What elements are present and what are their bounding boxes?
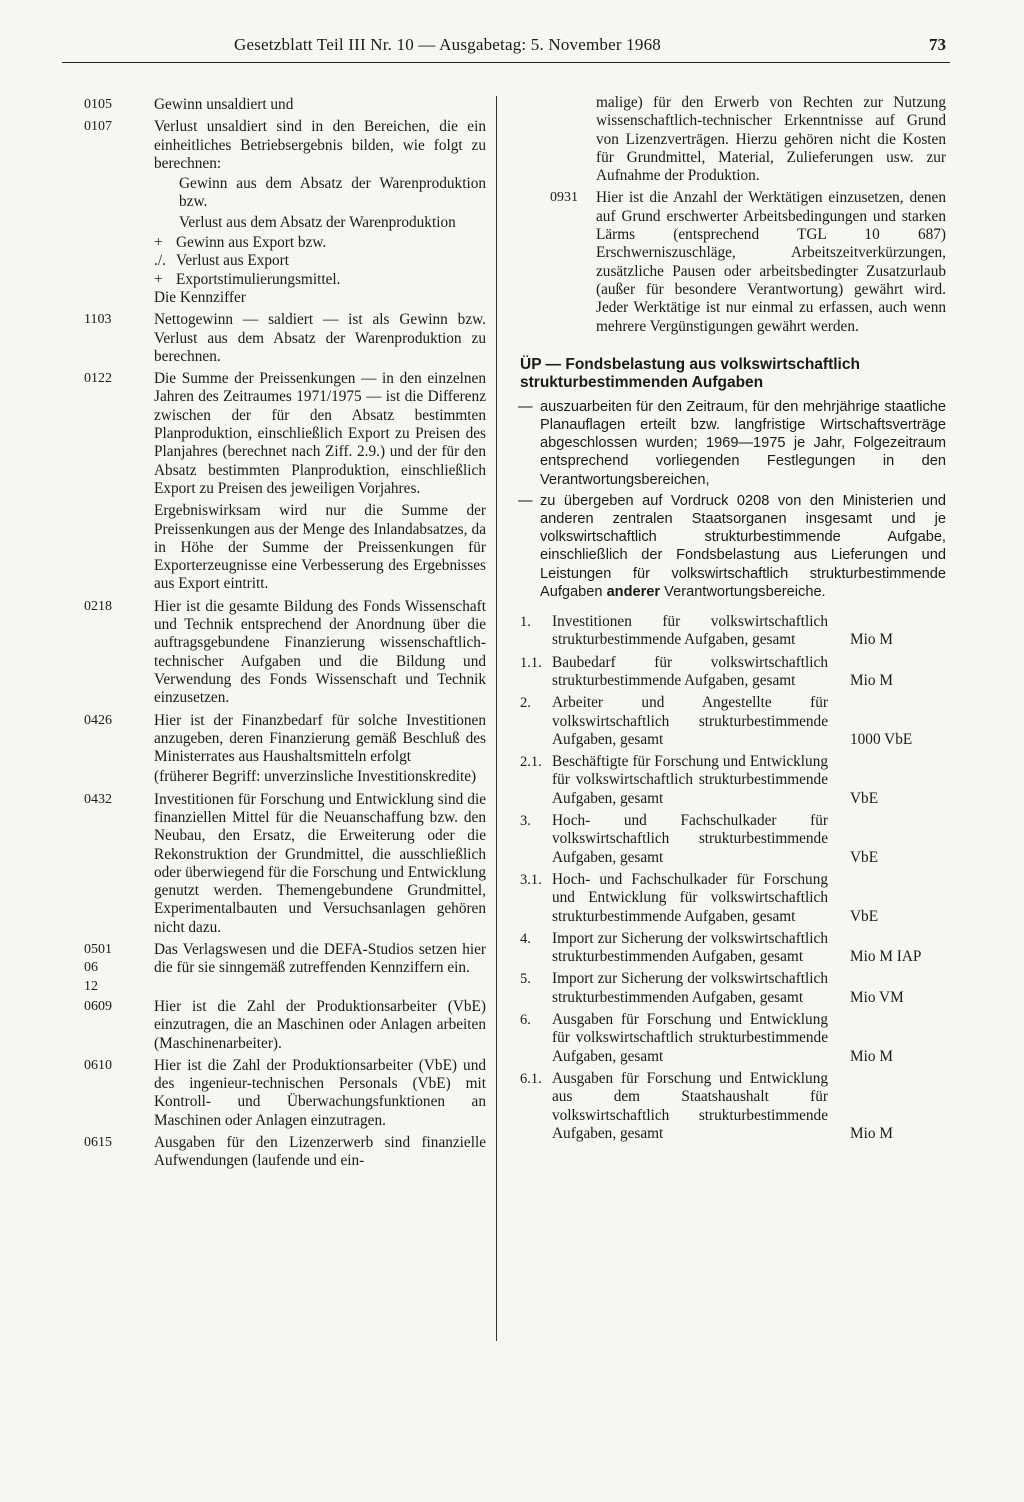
indicator-number: 5. <box>520 971 531 988</box>
entry-0426 <box>84 712 486 789</box>
entry-0610 <box>84 1057 486 1132</box>
calc-operation-text: Verlust aus Export <box>176 252 290 270</box>
entry-text: malige) für den Erwerb von Rechten zur Nutzung wissenschaftlich-technischer Erkenntnisse auf Grund von Lizenzverträgen. Hierzu gehören nicht die Kosten für Grundmittel, Material, Zulieferungen usw. zur Aufnahme der Produktion. <box>596 94 946 185</box>
entry-code: 0609 <box>84 998 112 1014</box>
entry-0931 <box>506 189 946 337</box>
plus-sign: + <box>154 234 163 252</box>
entry-code: 0218 <box>84 598 112 614</box>
entry-0615-continued <box>506 94 946 187</box>
plus-sign: + <box>154 270 163 288</box>
left-column <box>84 96 486 1175</box>
bullet-text: auszuarbeiten für den Zeitraum, für den mehrjährige staatliche Planauflagen erteilt bzw. langfristige Wirtschaftsverträge abgeschlossen wurden; 1969—1975 je Jahr, Folgezeitraum entsprechend vorliegenden Festlegungen in den Verantwortungsbereichen, <box>540 398 946 488</box>
dash-marker: — <box>518 492 533 509</box>
entry-0609 <box>84 998 486 1055</box>
entry-0122-continued <box>84 502 486 595</box>
entry-text: Gewinn unsaldiert und <box>154 96 294 113</box>
bullet-item <box>518 492 946 601</box>
entry-0501 <box>84 941 486 996</box>
right-column <box>506 94 946 1147</box>
indicator-text: Investitionen für volkswirtschaftlich strukturbestimmende Aufgaben, gesamt <box>552 613 828 649</box>
indicator-list <box>520 613 946 1143</box>
indicator-text: Baubedarf für volkswirtschaftlich strukturbestimmende Aufgaben, gesamt <box>552 653 828 689</box>
bullet-text-start: zu übergeben auf Vordruck 0208 von den Ministerien und anderen zentralen Staatsorganen insgesamt und je volkswirtschaftlich strukturbestimmende Aufgabe, einschließlich der Fondsbelastung aus Lieferungen und Leistungen für volkswirtschaftlich strukturbestimmende Aufgaben <box>540 492 946 600</box>
entry-1103 <box>84 311 486 368</box>
entry-0105 <box>84 96 486 116</box>
indicator-unit: VbE <box>850 789 879 807</box>
entry-code: 0501 06 12 <box>84 942 112 994</box>
page-number: 73 <box>929 35 946 54</box>
indicator-item <box>520 930 946 967</box>
indicator-number: 1.1. <box>520 654 542 671</box>
indicator-unit: Mio M IAP <box>850 948 922 966</box>
indicator-text: Ausgaben für Forschung und Entwicklung aus dem Staatshaushalt für volkswirtschaftlich strukturbestimmende Aufgaben, gesamt <box>552 1069 828 1142</box>
indicator-number: 4. <box>520 930 531 947</box>
entry-code: 0432 <box>84 791 112 807</box>
entry-0432 <box>84 791 486 939</box>
indicator-text: Hoch- und Fachschulkader für Forschung und Entwicklung für volkswirtschaftlich strukturbestimmende Aufgaben, gesamt <box>552 870 828 925</box>
indicator-number: 2.1. <box>520 754 542 771</box>
indicator-item <box>520 694 946 749</box>
entry-text: Hier ist der Finanzbedarf für solche Investitionen anzugeben, deren Finanzierung gemäß Beschluß des Ministerrates aus Haushaltsmitteln erfolgt <box>154 711 486 766</box>
entry-text: Hier ist die gesamte Bildung des Fonds Wissenschaft und Technik entsprechend der Anordnung über die auftragsgebundene Finanzierung wissenschaftlich-technischer Aufgaben und die Bildung und Verwendung des Fonds Wissenschaft und Technik einzusetzen. <box>154 597 486 707</box>
dash-marker: — <box>518 398 533 415</box>
indicator-unit: Mio M <box>850 1124 893 1142</box>
indicator-text: Arbeiter und Angestellte für volkswirtschaftlich strukturbestimmende Aufgaben, gesamt <box>552 694 828 748</box>
indicator-item <box>520 871 946 926</box>
entry-code: 0610 <box>84 1057 112 1073</box>
entry-0615 <box>84 1134 486 1173</box>
calc-line: Gewinn aus dem Absatz der Warenproduktion bzw. <box>179 175 486 211</box>
indicator-unit: Mio VM <box>850 988 904 1006</box>
indicator-item <box>520 812 946 867</box>
section-heading: ÜP — Fondsbelastung aus volkswirtschaftlich strukturbestimmenden Aufgaben <box>520 355 860 391</box>
entry-0122 <box>84 370 486 500</box>
bullet-item <box>518 398 946 489</box>
entry-0107 <box>84 118 486 309</box>
indicator-unit: VbE <box>850 907 879 925</box>
entry-text: Ergebniswirksam wird nur die Summe der Preissenkungen aus der Menge des Inlandabsatzes, da in Höhe der Summe der Preissenkungen für Exporterzeugnisse eine Verbesserung des Ergebnisses aus Export eintritt. <box>154 502 486 593</box>
bullet-text-bold: anderer <box>606 583 661 600</box>
entry-text: Das Verlagswesen und die DEFA-Studios setzen hier die für sie sinngemäß zutreffenden Kennziffern ein. <box>154 941 486 977</box>
entry-code: 1103 <box>84 312 112 328</box>
indicator-unit: Mio M <box>850 631 893 649</box>
indicator-number: 6. <box>520 1012 531 1029</box>
indicator-number: 6.1. <box>520 1070 542 1087</box>
calc-operation <box>154 271 486 289</box>
indicator-number: 3.1. <box>520 871 542 888</box>
indicator-text: Beschäftigte für Forschung und Entwicklung für volkswirtschaftlich strukturbestimmende Aufgaben, gesamt <box>552 753 828 807</box>
entry-code: 0122 <box>84 371 112 387</box>
entry-code: 0931 <box>550 190 578 206</box>
calc-operation-text: Gewinn aus Export bzw. <box>176 234 327 252</box>
indicator-item <box>520 1070 946 1143</box>
indicator-item <box>520 970 946 1007</box>
indicator-unit: VbE <box>850 848 879 866</box>
entry-text: Verlust unsaldiert sind in den Bereichen, die ein einheitliches Betriebsergebnis bilden, wie folgt zu berechnen: <box>154 118 486 172</box>
indicator-text: Import zur Sicherung der volkswirtschaftlich strukturbestimmenden Aufgaben, gesamt <box>552 929 828 966</box>
indicator-unit: Mio M <box>850 671 893 689</box>
entry-code: 0426 <box>84 712 112 728</box>
indicator-item <box>520 753 946 808</box>
header-title: Gesetzblatt Teil III Nr. 10 — Ausgabetag: 5. November 1968 <box>234 35 661 54</box>
bullet-text <box>540 492 946 601</box>
indicator-unit: 1000 VbE <box>850 730 913 748</box>
indicator-text: Import zur Sicherung der volkswirtschaftlich strukturbestimmenden Aufgaben, gesamt <box>552 970 828 1006</box>
entry-text: Investitionen für Forschung und Entwicklung sind die finanziellen Mittel für die Neuanschaffung bzw. den Neubau, den Ersatz, die Erweiterung oder die Rekonstruktion der Grundmittel, die ausschließlich oder überwiegend für die Forschung und Entwicklung genutzt werden. Themengebundene Grundmittel, Experimentalbauten und Versuchsanlagen gehören nicht dazu. <box>154 790 486 936</box>
indicator-item <box>520 613 946 650</box>
indicator-unit: Mio M <box>850 1047 893 1065</box>
bullet-text-end: Verantwortungsbereiche. <box>664 583 826 600</box>
entry-code: 0105 <box>84 97 112 112</box>
column-divider <box>496 96 497 1341</box>
entry-text: Nettogewinn — saldiert — ist als Gewinn bzw. Verlust aus dem Absatz der Warenproduktion zu berechnen. <box>154 311 486 365</box>
entry-text: Hier ist die Zahl der Produktionsarbeiter (VbE) einzutragen, die an Maschinen oder Anlagen arbeiten (Maschinenarbeiter). <box>154 997 486 1052</box>
entry-text: Ausgaben für den Lizenzerwerb sind finanzielle Aufwendungen (laufende und ein- <box>154 1134 486 1170</box>
entry-text: Hier ist die Anzahl der Werktätigen einzusetzen, denen auf Grund erschwerter Arbeitsbedingungen und starken Lärms (entsprechend TGL 10 687) Erschwerniszuschläge, Arbeitszeitverkürzungen, zusätzliche Pausen oder arbeitsbedingter Zusatzurlaub (außer für besondere Verantwortung) gewährt wird. Jeder Werktätige ist nur einmal zu erfassen, auch wenn mehrere Vergünstigungen gewährt werden. <box>596 189 946 335</box>
minus-sign: ./. <box>154 252 166 270</box>
indicator-item <box>520 1011 946 1066</box>
calc-operation <box>154 252 486 270</box>
entry-text: Die Summe der Preissenkungen — in den einzelnen Jahren des Zeitraumes 1971/1975 — ist die Differenz zwischen der für den Absatz bestimmten Planproduktion, einschließlich Export zu Preisen des Planjahres (berechnet nach Ziff. 2.9.) und der für den Absatz bestimmten Planproduktion, einschließlich Export zu Preisen des jeweiligen Vorjahres. <box>154 370 486 497</box>
entry-text: Hier ist die Zahl der Produktionsarbeiter (VbE) und des ingenieur-technischen Personals (VbE) mit Kontroll- und Überwachungsfunktionen an Maschinen oder Anlagen einzutragen. <box>154 1056 486 1129</box>
indicator-number: 3. <box>520 813 531 830</box>
entry-trail-text: Die Kennziffer <box>154 288 246 306</box>
entry-code: 0107 <box>84 119 112 135</box>
indicator-text: Ausgaben für Forschung und Entwicklung für volkswirtschaftlich strukturbestimmende Aufgaben, gesamt <box>552 1011 828 1065</box>
entry-code: 0615 <box>84 1135 112 1151</box>
calc-operation-text: Exportstimulierungsmittel. <box>176 270 341 288</box>
page-header <box>62 30 950 63</box>
indicator-item <box>520 654 946 691</box>
calc-operation <box>154 234 486 252</box>
indicator-number: 2. <box>520 695 531 712</box>
calc-line: Verlust aus dem Absatz der Warenproduktion <box>179 213 456 231</box>
indicator-text: Hoch- und Fachschulkader für volkswirtschaftlich strukturbestimmende Aufgaben, gesamt <box>552 812 828 866</box>
entry-extra-text: (früherer Begriff: unverzinsliche Investitionskredite) <box>154 768 477 786</box>
entry-0218 <box>84 598 486 710</box>
indicator-number: 1. <box>520 614 531 631</box>
